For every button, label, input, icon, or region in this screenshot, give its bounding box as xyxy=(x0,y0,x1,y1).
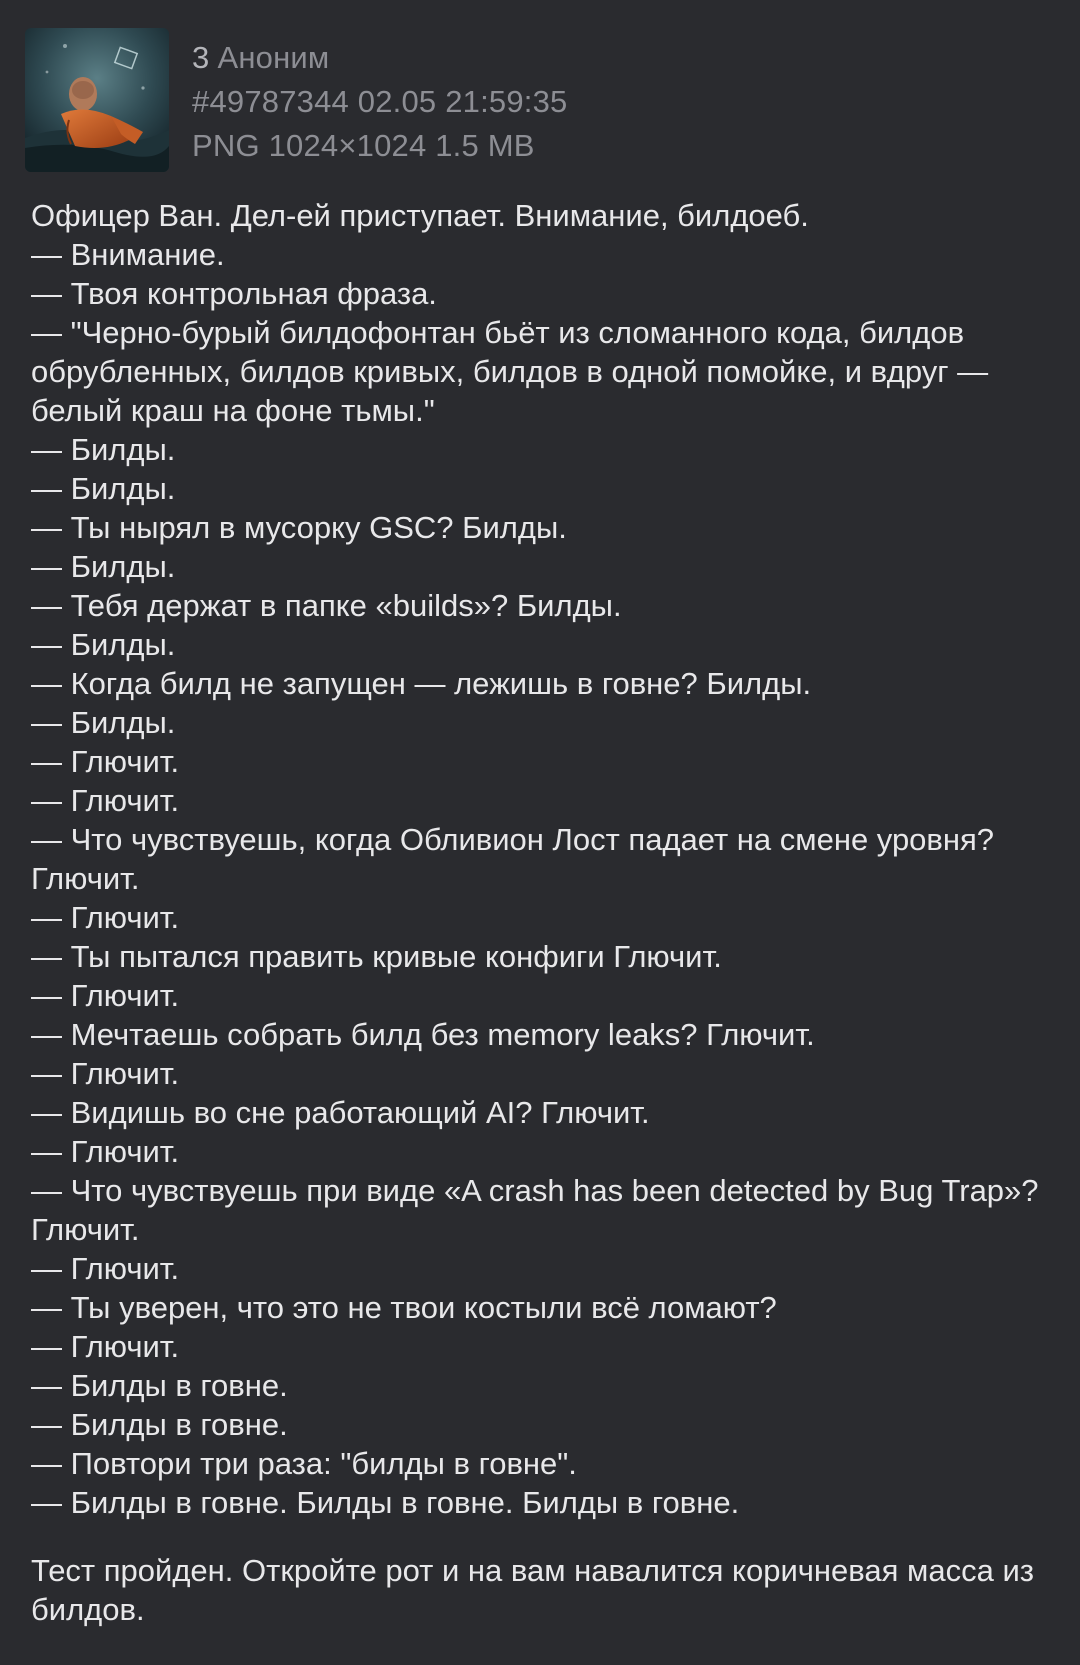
post-header xyxy=(192,36,567,168)
body-line: — Глючит. xyxy=(31,1329,180,1364)
post-time: 21:59:35 xyxy=(445,84,568,119)
post-author: Аноним xyxy=(217,40,330,75)
body-line: — Твоя контрольная фраза. xyxy=(31,276,437,311)
post-author-line xyxy=(192,36,567,80)
body-line: — Билды. xyxy=(31,471,176,506)
body-line: — Ты пытался править кривые конфиги Глючит. xyxy=(31,939,722,974)
post-date: 02.05 xyxy=(357,84,437,119)
file-info[interactable]: PNG 1024×1024 1.5 MB xyxy=(192,128,535,163)
body-line: — Что чувствуешь при виде «A crash has been detected by Bug Trap»? Глючит. xyxy=(31,1173,1048,1247)
body-line: — Билды. xyxy=(31,432,176,467)
body-line: — Мечтаешь собрать билд без memory leaks? Глючит. xyxy=(31,1017,815,1052)
body-line: — Тебя держат в папке «builds»? Билды. xyxy=(31,588,622,623)
body-line: — "Черно-бурый билдофонтан бьёт из сломанного кода, билдов обрубленных, билдов кривых, билдов в одной помойке, и вдруг — белый краш на фоне тьмы." xyxy=(31,315,997,428)
body-line: — Билды в говне. xyxy=(31,1368,288,1403)
body-line: — Глючит. xyxy=(31,1251,180,1286)
body-line: — Билды в говне. Билды в говне. Билды в говне. xyxy=(31,1485,740,1520)
body-line: Офицер Ван. Дел-ей приступает. Внимание, билдоеб. xyxy=(31,198,809,233)
body-line: — Глючит. xyxy=(31,744,180,779)
post-body xyxy=(31,196,1061,1629)
post-number[interactable]: 3 xyxy=(192,40,210,75)
post-id[interactable]: #49787344 xyxy=(192,84,349,119)
body-line: — Билды в говне. xyxy=(31,1407,288,1442)
body-line: — Глючит. xyxy=(31,1056,180,1091)
closing-paragraph: Тест пройден. Откройте рот и на вам навалится коричневая масса из билдов. xyxy=(31,1553,1043,1627)
body-line: — Билды. xyxy=(31,627,176,662)
body-line: — Глючит. xyxy=(31,1134,180,1169)
post-id-line xyxy=(192,80,567,124)
body-line: — Когда билд не запущен — лежишь в говне? Билды. xyxy=(31,666,812,701)
paragraph-gap xyxy=(31,1522,1061,1551)
body-line: — Ты уверен, что это не твои костыли всё ломают? xyxy=(31,1290,777,1325)
body-line: — Глючит. xyxy=(31,978,180,1013)
body-line: — Внимание. xyxy=(31,237,225,272)
body-line: — Видишь во сне работающий AI? Глючит. xyxy=(31,1095,650,1130)
body-line: — Что чувствуешь, когда Обливион Лост падает на смене уровня? Глючит. xyxy=(31,822,1003,896)
body-line: — Глючит. xyxy=(31,900,180,935)
body-line: — Билды. xyxy=(31,549,176,584)
image-thumbnail-icon xyxy=(25,28,169,172)
body-line: — Ты нырял в мусорку GSC? Билды. xyxy=(31,510,567,545)
post-thumbnail[interactable] xyxy=(25,28,169,172)
body-line: — Билды. xyxy=(31,705,176,740)
body-line: — Глючит. xyxy=(31,783,180,818)
body-line: — Повтори три раза: "билды в говне". xyxy=(31,1446,577,1481)
